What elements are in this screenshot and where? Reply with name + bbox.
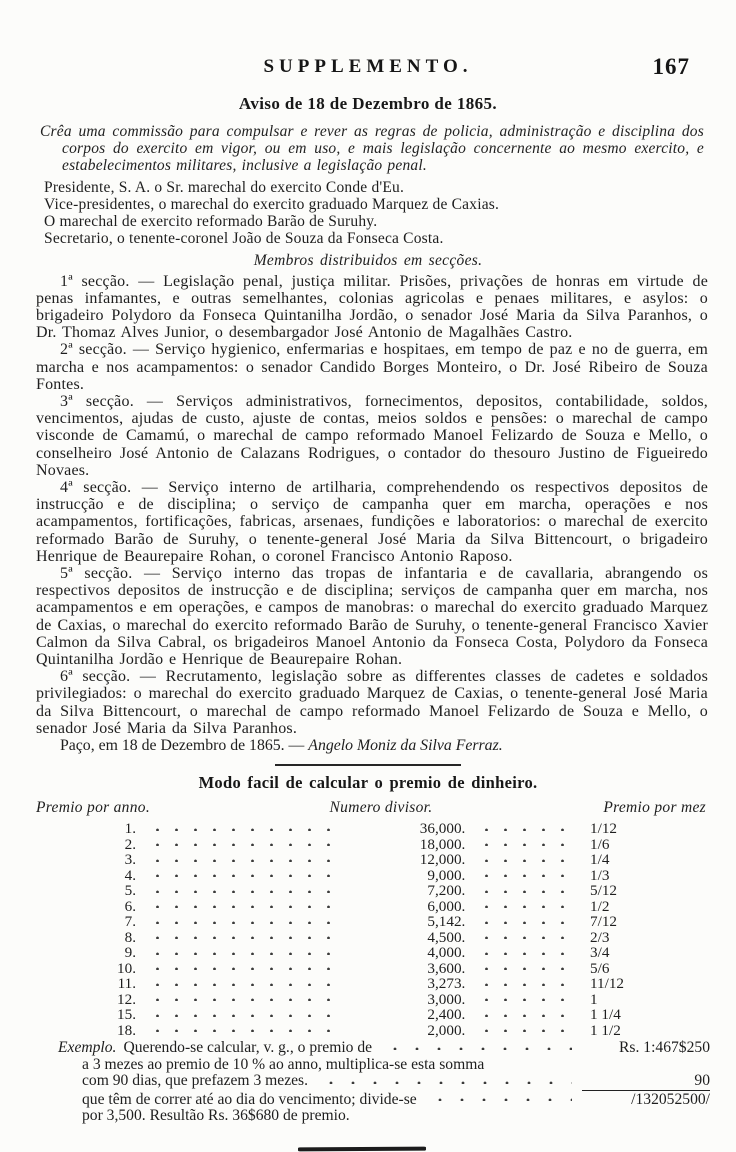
row-mez: 1 1/2 bbox=[590, 1021, 621, 1039]
leader-dots bbox=[146, 920, 343, 924]
leader-dots bbox=[146, 858, 343, 862]
sum-result-value: /132052500/ bbox=[582, 1090, 710, 1109]
example-line bbox=[58, 1090, 710, 1109]
premio-table bbox=[36, 821, 710, 1038]
row-mez: 5/12 bbox=[590, 882, 618, 900]
leader-dots bbox=[475, 827, 574, 831]
row-mez: 7/12 bbox=[590, 913, 618, 931]
masthead-title: SUPPLEMENTO. bbox=[263, 56, 473, 77]
row-anno: 6. bbox=[124, 897, 136, 915]
table-row bbox=[36, 837, 710, 853]
example-value: 90 bbox=[694, 1072, 710, 1090]
leader-dots bbox=[475, 920, 574, 924]
row-mez: 11/12 bbox=[590, 975, 625, 993]
row-anno: 3. bbox=[124, 851, 136, 869]
row-divisor: 9,000. bbox=[427, 866, 466, 884]
leader-dots bbox=[475, 1013, 574, 1017]
section-paragraph: 6ª secção. — Recrutamento, legislação sobre as differentes classes de cadetes e soldados privilegiados: o marechal do exercito graduado Marquez de Caxias, o tenente-general José Maria da Silva Bittencourt, o marechal de campo reformado Manoel Felizardo de Souza e Mello, o senador José Maria da Silva Paranhos. bbox=[36, 668, 708, 737]
leader-dots bbox=[475, 889, 574, 893]
leader-dots bbox=[475, 904, 574, 908]
page-header bbox=[0, 56, 736, 86]
table-row bbox=[36, 992, 710, 1008]
row-mez: 1/4 bbox=[590, 851, 610, 869]
row-divisor: 36,000. bbox=[419, 820, 466, 838]
signature: Angelo Moniz da Silva Ferraz. bbox=[308, 737, 503, 755]
section-paragraph: 3ª secção. — Serviços administrativos, fornecimentos, depositos, contabilidade, soldos, vencimentos, ajudas de custo, ajuste de contas, meios soldos e pensões: o marechal de campo visconde de Camamú, o marechal de campo reformado Manoel Felizardo de Souza e Mello, o conselheiro José Antonio de Calazans Rodrigues, o contador do thesouro Justino de Figueiredo Novaes. bbox=[36, 393, 708, 479]
example-text: por 3,500. Resultão Rs. 36$680 de premio. bbox=[82, 1107, 350, 1125]
example-line bbox=[58, 1057, 710, 1074]
leader-dots bbox=[146, 982, 343, 986]
row-divisor: 6,000. bbox=[427, 897, 466, 915]
example-value: Rs. 1:467$250 bbox=[619, 1039, 710, 1057]
section-paragraph: 5ª secção. — Serviço interno das tropas de infantaria e de cavallaria, abrangendo os respectivos depositos de instrucção e de disciplina; serviços de campanha quer em marcha, nos acampamentos e em operações, e campos de manobras: o marechal do exercito graduado Marquez de Caxias, o marechal do exercito reformado Barão de Suruhy, o tenente-general Francisco Xavier Calmon da Silva Cabral, os brigadeiros Manoel Antonio da Fonseca Costa, Polydoro da Fonseca Quintanilha Jordão e Henrique de Beaurepaire Rohan. bbox=[36, 565, 708, 669]
row-divisor: 12,000. bbox=[419, 851, 466, 869]
officer-line: O marechal de exercito reformado Barão de Suruhy. bbox=[44, 212, 378, 230]
table-row bbox=[36, 930, 710, 946]
row-anno: 1. bbox=[124, 820, 136, 838]
row-mez: 1/12 bbox=[590, 820, 618, 838]
leader-dots bbox=[475, 997, 574, 1001]
row-anno: 5. bbox=[124, 882, 136, 900]
example-text: com 90 dias, que prefazem 3 mezes. bbox=[82, 1072, 309, 1090]
column-header-numero-divisor: Numero divisor. bbox=[329, 799, 433, 817]
row-anno: 2. bbox=[124, 835, 136, 853]
row-anno: 8. bbox=[124, 928, 136, 946]
members-heading: Membros distribuidos em secções. bbox=[253, 251, 483, 269]
section-paragraph: 1ª secção. — Legislação penal, justiça militar. Prisões, privações de honras em virtude de penas infamantes, e outras semelhantes, colonias agricolas e penaes militares, e asylos: o brigadeiro Polydoro da Fonseca Quintanilha Jordão, o senador José Maria da Silva Paranhos, o Dr. Thomaz Alves Junior, o desembargador José Antonio de Magalhães Castro. bbox=[36, 272, 708, 342]
officers-list bbox=[44, 179, 706, 247]
notice-title: Aviso de 18 de Dezembro de 1865. bbox=[238, 94, 498, 113]
leader-dots bbox=[475, 1028, 574, 1032]
leader-dots bbox=[427, 1097, 572, 1101]
row-mez: 1/2 bbox=[590, 897, 610, 915]
leader-dots bbox=[146, 1028, 343, 1032]
closing-text: Paço, em 18 de Dezembro de 1865. — bbox=[60, 737, 309, 755]
row-divisor: 5,142. bbox=[427, 913, 466, 931]
row-mez: 1 bbox=[590, 990, 598, 1008]
leader-dots bbox=[146, 873, 343, 877]
table-row bbox=[36, 976, 710, 992]
leader-dots bbox=[146, 827, 343, 831]
leader-dots bbox=[475, 935, 574, 939]
row-divisor: 2,400. bbox=[427, 1006, 466, 1024]
row-divisor: 3,600. bbox=[427, 959, 466, 977]
table-title: Modo facil de calcular o premio de dinheiro. bbox=[198, 773, 538, 793]
section-paragraph: 4ª secção. — Serviço interno de artilharia, comprehendendo os respectivos depositos de instrucção e de disciplina; o serviço de campanha quer em marcha, operações e nos acampamentos, fortificações, fabricas, arsenaes, fundições e laboratorios: o marechal de exercito reformado Barão de Suruhy, o tenente-general José Maria da Silva Bittencourt, o brigadeiro Henrique de Beaurepaire Rohan, o coronel Francisco Antonio Raposo. bbox=[36, 479, 708, 565]
row-divisor: 18,000. bbox=[419, 835, 466, 853]
example-line bbox=[58, 1073, 710, 1090]
column-header-premio-anno: Premio por anno. bbox=[36, 799, 151, 817]
closing-line bbox=[36, 737, 708, 755]
row-divisor: 7,200. bbox=[427, 882, 466, 900]
leader-dots bbox=[382, 1046, 572, 1050]
column-header-premio-mez: Premio por mez bbox=[603, 799, 706, 817]
leader-dots bbox=[146, 935, 343, 939]
table-row bbox=[36, 961, 710, 977]
row-divisor: 4,500. bbox=[427, 928, 466, 946]
row-anno: 4. bbox=[124, 866, 136, 884]
example-label: Exemplo. bbox=[58, 1039, 117, 1057]
leader-dots bbox=[318, 1080, 572, 1084]
leader-dots bbox=[475, 842, 574, 846]
leader-dots bbox=[146, 997, 343, 1001]
row-mez: 1 1/4 bbox=[590, 1006, 621, 1024]
row-anno: 10. bbox=[117, 959, 136, 977]
example-text: que têm de correr até ao dia do vencimento; divide-se bbox=[82, 1090, 417, 1108]
example-text: Querendo-se calcular, v. g., o premio de bbox=[123, 1039, 373, 1057]
officer-line: Presidente, S. A. o Sr. marechal do exercito Conde d'Eu. bbox=[44, 178, 405, 196]
sections-body bbox=[36, 273, 708, 737]
row-divisor: 4,000. bbox=[427, 944, 466, 962]
example-block bbox=[58, 1040, 710, 1125]
row-divisor: 3,273. bbox=[427, 975, 466, 993]
leader-dots bbox=[475, 873, 574, 877]
row-divisor: 3,000. bbox=[427, 990, 466, 1008]
example-line bbox=[58, 1040, 710, 1057]
table-row bbox=[36, 821, 710, 837]
section-paragraph: 2ª secção. — Serviço hygienico, enfermarias e hospitaes, em tempo de paz e no de guerra, em marcha e nos acampamentos: o senador Candido Borges Monteiro, o Dr. José Ribeiro de Souza Fontes. bbox=[36, 341, 708, 393]
row-anno: 15. bbox=[117, 1006, 136, 1024]
leader-dots bbox=[146, 842, 343, 846]
row-mez: 3/4 bbox=[590, 944, 610, 962]
row-mez: 5/6 bbox=[590, 959, 610, 977]
officer-line: Secretario, o tenente-coronel João de Souza da Fonseca Costa. bbox=[44, 229, 444, 247]
row-anno: 9. bbox=[124, 944, 136, 962]
leader-dots bbox=[146, 1013, 343, 1017]
table-row bbox=[36, 945, 710, 961]
row-anno: 12. bbox=[117, 990, 136, 1008]
row-anno: 7. bbox=[124, 913, 136, 931]
row-mez: 1/6 bbox=[590, 835, 610, 853]
table-row bbox=[36, 899, 710, 915]
row-anno: 11. bbox=[117, 975, 136, 993]
leader-dots bbox=[475, 966, 574, 970]
leader-dots bbox=[475, 982, 574, 986]
row-mez: 1/3 bbox=[590, 866, 610, 884]
leader-dots bbox=[146, 966, 343, 970]
table-header-row bbox=[36, 799, 710, 817]
table-row bbox=[36, 868, 710, 884]
leader-dots bbox=[475, 951, 574, 955]
table-row bbox=[36, 914, 710, 930]
table-row bbox=[36, 852, 710, 868]
leader-dots bbox=[146, 889, 343, 893]
notice-lede: Crêa uma commissão para compulsar e rever as regras de policia, administração e disciplina dos corpos do exercito em vigor, ou em uso, e mais legislação concernente ao mesmo exercito, e estabelecimentos militares, inclusive a legislação penal. bbox=[40, 123, 704, 175]
section-divider bbox=[275, 764, 461, 767]
example-line bbox=[58, 1108, 710, 1125]
example-text: a 3 mezes ao premio de 10 % ao anno, multiplica-se esta somma bbox=[82, 1055, 485, 1073]
row-anno: 18. bbox=[117, 1021, 136, 1039]
leader-dots bbox=[146, 951, 343, 955]
officer-line: Vice-presidentes, o marechal do exercito graduado Marquez de Caxias. bbox=[44, 195, 500, 213]
row-divisor: 2,000. bbox=[427, 1021, 466, 1039]
row-mez: 2/3 bbox=[590, 928, 610, 946]
table-row bbox=[36, 1007, 710, 1023]
leader-dots bbox=[146, 904, 343, 908]
table-row bbox=[36, 1023, 710, 1039]
page-number: 167 bbox=[652, 54, 690, 79]
leader-dots bbox=[475, 858, 574, 862]
bottom-rule bbox=[298, 1147, 426, 1152]
table-row bbox=[36, 883, 710, 899]
